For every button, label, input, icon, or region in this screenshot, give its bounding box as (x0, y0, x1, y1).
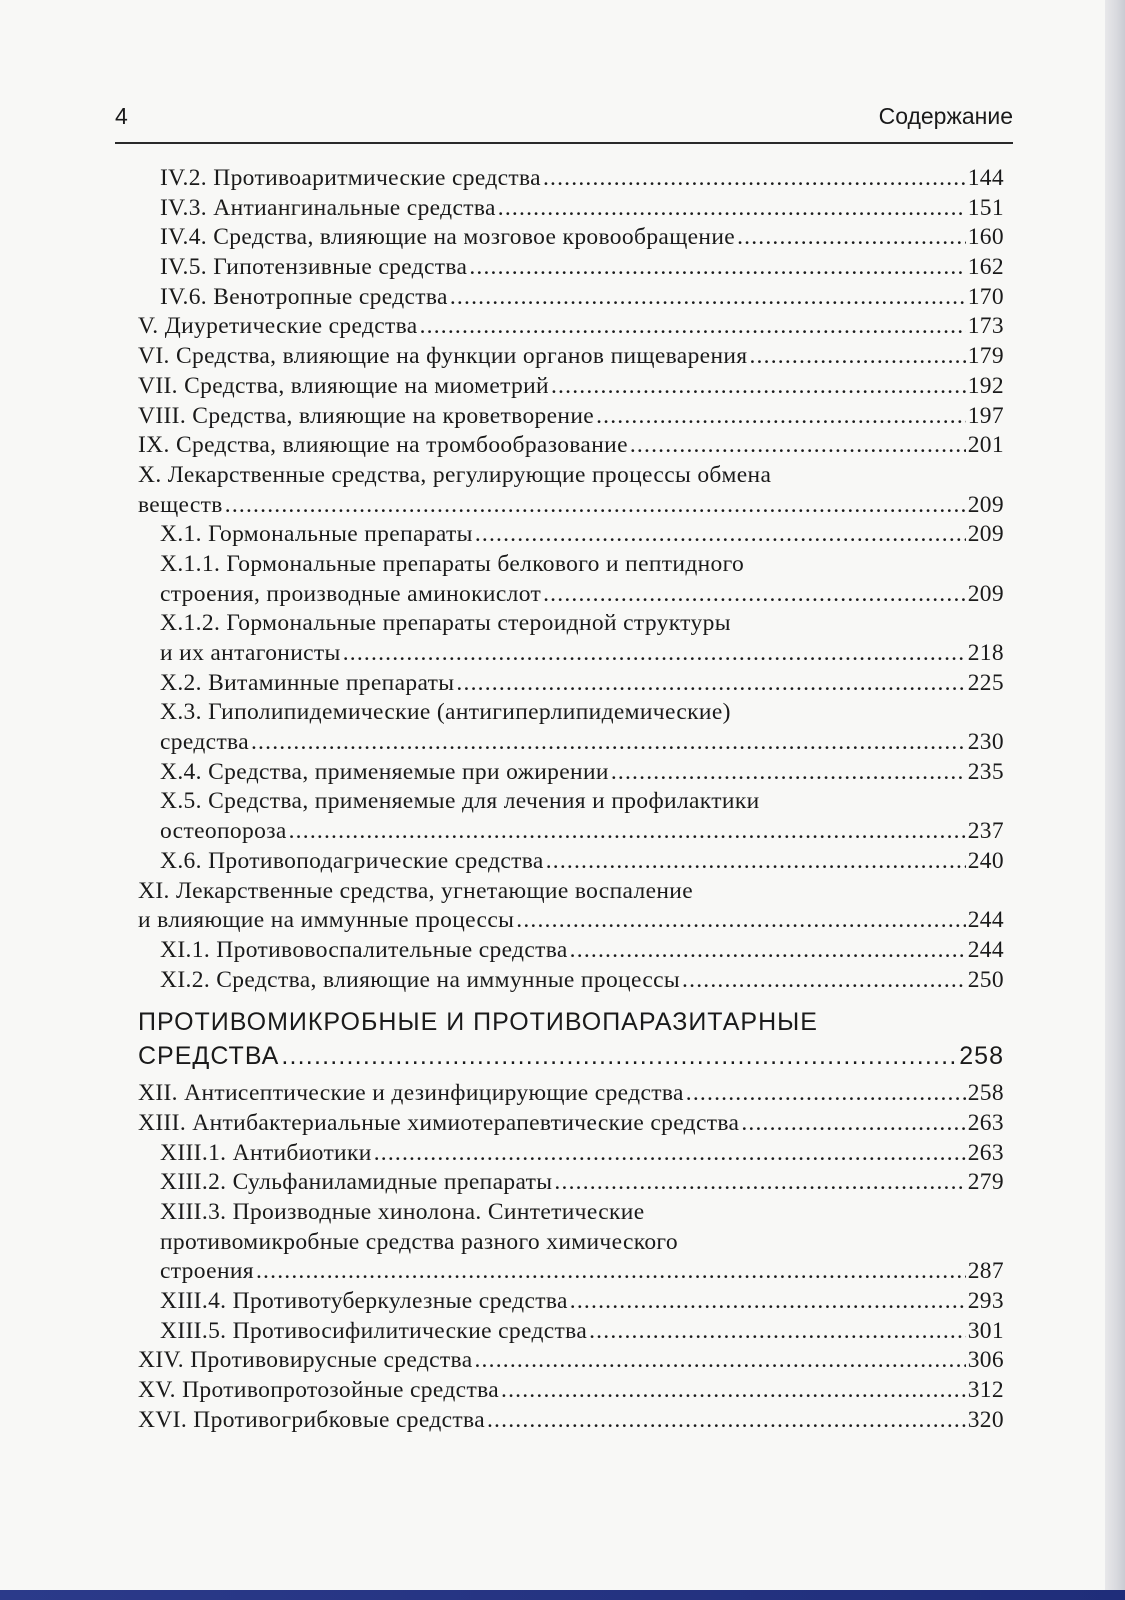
dot-leader (611, 758, 966, 788)
toc-entry (138, 164, 1004, 194)
dot-leader (374, 1139, 966, 1169)
header-rule (115, 142, 1013, 144)
toc-entry-line (138, 461, 1004, 491)
toc-entry-line (138, 194, 1004, 224)
toc-entry-title: XIII.1. Антибиотики (160, 1139, 372, 1166)
dot-leader (420, 312, 966, 342)
dot-leader (256, 1257, 966, 1287)
dot-leader (225, 491, 966, 521)
dot-leader (570, 1287, 966, 1317)
toc-entry (138, 520, 1004, 550)
toc-entry-line (138, 1198, 1004, 1228)
toc-entry-title: строения, производные аминокислот (160, 580, 542, 607)
toc-entry-title: и влияющие на иммунные процессы (138, 907, 515, 934)
toc-entry-line (138, 580, 1004, 610)
toc-entry-line (138, 1317, 1004, 1347)
toc-entry-title: X.5. Средства, применяемые для лечения и профилактики (160, 788, 760, 815)
toc-section-heading (138, 1005, 1004, 1073)
dot-leader (570, 936, 966, 966)
toc-entry (138, 936, 1004, 966)
toc-page-number: 263 (967, 1109, 1004, 1136)
toc-entry-line (138, 936, 1004, 966)
toc-page-number: 160 (967, 224, 1004, 251)
toc-entry (138, 1109, 1004, 1139)
toc-entry-line (138, 669, 1004, 699)
toc-page-number: 218 (967, 640, 1004, 666)
page-number: 4 (115, 103, 128, 129)
toc-entry-title: XIII.5. Противосифилитические средства (160, 1317, 588, 1344)
toc-entry-line (138, 253, 1004, 283)
toc-entry-line (138, 1376, 1004, 1406)
toc-page-number: 173 (967, 313, 1004, 340)
toc-entry-line (138, 520, 1004, 550)
toc-entry-line (138, 1228, 1004, 1258)
toc-entry-title: остеопороза (160, 818, 287, 845)
dot-leader (682, 966, 966, 996)
dot-leader (475, 520, 966, 550)
toc-entry (138, 223, 1004, 253)
toc-entry-title: средства (160, 729, 249, 756)
toc-page-number: 225 (967, 669, 1004, 696)
dot-leader (551, 372, 966, 402)
toc-entry-line (138, 491, 1004, 521)
toc-page-number: 263 (967, 1139, 1004, 1166)
toc-entry-title: XVI. Противогрибковые средства (138, 1406, 485, 1433)
dot-leader (741, 1109, 965, 1139)
toc-entry-line (138, 1287, 1004, 1317)
toc-entry-line (138, 402, 1004, 432)
toc-page-number: 192 (967, 372, 1004, 399)
dot-leader (487, 1406, 966, 1436)
toc-entry-line (138, 609, 1004, 639)
toc-entry-title: VIII. Средства, влияющие на кроветворение (138, 402, 595, 429)
toc-entry (138, 966, 1004, 996)
dot-leader (554, 1168, 965, 1198)
toc-entry-line (138, 906, 1004, 936)
toc-entry (138, 1406, 1004, 1436)
toc-entry-line (138, 431, 1004, 461)
toc-entry-line (138, 1139, 1004, 1169)
toc-entry-line (138, 1346, 1004, 1376)
toc-entry (138, 461, 1004, 520)
toc-entry-title: VII. Средства, влияющие на миометрий (138, 372, 549, 399)
toc-entry-line (138, 372, 1004, 402)
dot-leader (450, 283, 966, 313)
dot-leader (596, 402, 966, 432)
toc-page-number: 258 (967, 1080, 1004, 1107)
dot-leader (516, 906, 965, 936)
dot-leader (456, 669, 965, 699)
toc-entry-line (138, 787, 1004, 817)
toc-entry-title: СРЕДСТВА (138, 1042, 280, 1071)
toc-entry-title: X.2. Витаминные препараты (160, 669, 455, 696)
dot-leader (543, 164, 966, 194)
toc-entry (138, 1079, 1004, 1109)
toc-entry (138, 431, 1004, 461)
toc-entry-line (138, 1168, 1004, 1198)
toc-entry (138, 1317, 1004, 1347)
toc-entry-line (138, 1079, 1004, 1109)
toc-entry-title: X.3. Гиполипидемические (антигиперлипидемические) (160, 699, 731, 726)
toc-entry-line (138, 1257, 1004, 1287)
toc-entry (138, 1287, 1004, 1317)
toc-entry (138, 758, 1004, 788)
dot-leader (589, 1317, 966, 1347)
dot-leader (289, 817, 966, 847)
dot-leader (630, 431, 966, 461)
toc-entry-title: IV.2. Противоаритмические средства (160, 165, 541, 191)
toc-entry-title: строения (160, 1258, 254, 1285)
toc-entry-title: IV.5. Гипотензивные средства (160, 254, 468, 281)
toc-entry-line (138, 877, 1004, 907)
dot-leader (469, 253, 965, 283)
running-title: Содержание (878, 103, 1013, 129)
toc-entry-line (138, 847, 1004, 877)
dot-leader (474, 1346, 965, 1376)
toc-entry-line (138, 1109, 1004, 1139)
toc-page-number: 293 (967, 1288, 1004, 1315)
toc-page-number: 162 (967, 254, 1004, 281)
dot-leader (737, 223, 966, 253)
dot-leader (498, 194, 966, 224)
dot-leader (343, 639, 966, 669)
toc-entry-title: XIV. Противовирусные средства (138, 1347, 473, 1374)
toc-page-number: 244 (967, 907, 1004, 934)
toc-entry-title: ПРОТИВОМИКРОБНЫЕ И ПРОТИВОПАРАЗИТАРНЫЕ (138, 1008, 818, 1037)
toc-entry (138, 877, 1004, 936)
toc-entry-line (138, 312, 1004, 342)
page-edge-shadow (1105, 0, 1125, 1600)
toc-entry (138, 372, 1004, 402)
toc-entry-title: X.1.2. Гормональные препараты стероидной структуры (160, 610, 731, 637)
dot-leader (543, 580, 966, 610)
toc-entry-line (138, 1039, 1004, 1073)
toc-page-number: 250 (967, 966, 1004, 993)
page-header (115, 103, 1013, 137)
toc-entry-title: XIII.4. Противотуберкулезные средства (160, 1288, 568, 1315)
toc-page-number: 240 (967, 847, 1004, 874)
toc-entry-title: IV.4. Средства, влияющие на мозговое кровообращение (160, 224, 736, 251)
toc-entry-title: XIII.3. Производные хинолона. Синтетические (160, 1199, 645, 1225)
toc-entry-title: XI.1. Противовоспалительные средства (160, 936, 568, 963)
toc-entry-title: и их антагонисты (160, 640, 341, 666)
toc-entry (138, 847, 1004, 877)
toc-entry (138, 312, 1004, 342)
toc-entry (138, 342, 1004, 372)
toc-entry-line (138, 1406, 1004, 1436)
dot-leader (749, 342, 965, 372)
toc-entry-title: XI.2. Средства, влияющие на иммунные процессы (160, 966, 681, 993)
toc-entry-title: V. Диуретические средства (138, 313, 418, 340)
toc-page-number: 306 (967, 1347, 1004, 1374)
toc-entry-title: XIII.2. Сульфаниламидные препараты (160, 1169, 553, 1196)
toc-entry-title: IV.3. Антиангинальные средства (160, 194, 496, 221)
toc-entry-line (138, 164, 1004, 194)
toc-entry-line (138, 223, 1004, 253)
toc-page-number: 209 (967, 521, 1004, 548)
toc-entry (138, 1376, 1004, 1406)
table-of-contents (138, 164, 1004, 1436)
toc-entry-line (138, 966, 1004, 996)
toc-page-number: 244 (967, 936, 1004, 963)
toc-entry-title: противомикробные средства разного химического (160, 1228, 678, 1255)
toc-entry-line (138, 550, 1004, 580)
toc-entry-title: XV. Противопротозойные средства (138, 1377, 499, 1404)
toc-page-number: 237 (967, 818, 1004, 845)
toc-entry-title: веществ (138, 491, 223, 518)
toc-entry-title: XII. Антисептические и дезинфицирующие средства (138, 1080, 684, 1107)
toc-entry-title: XI. Лекарственные средства, угнетающие воспаление (138, 877, 693, 904)
toc-entry-title: XIII. Антибактериальные химиотерапевтические средства (138, 1109, 740, 1136)
toc-entry (138, 787, 1004, 846)
dot-leader (501, 1376, 966, 1406)
dot-leader (686, 1079, 966, 1109)
toc-entry-title: X. Лекарственные средства, регулирующие процессы обмена (138, 461, 772, 488)
toc-page-number: 144 (967, 165, 1004, 191)
toc-page-number: 312 (967, 1377, 1004, 1404)
toc-entry (138, 1168, 1004, 1198)
toc-entry (138, 253, 1004, 283)
toc-page-number: 301 (967, 1317, 1004, 1344)
toc-entry (138, 1198, 1004, 1287)
toc-entry-line (138, 639, 1004, 669)
toc-entry-title: IX. Средства, влияющие на тромбообразование (138, 432, 628, 459)
toc-entry-line (138, 698, 1004, 728)
toc-page-number: 151 (967, 194, 1004, 221)
toc-entry-line (138, 1005, 1004, 1039)
toc-entry-line (138, 283, 1004, 313)
dot-leader (281, 1039, 957, 1073)
toc-page-number: 179 (967, 343, 1004, 370)
toc-entry-title: X.1. Гормональные препараты (160, 521, 473, 548)
toc-entry (138, 550, 1004, 609)
toc-entry-title: VI. Средства, влияющие на функции органов пищеварения (138, 343, 748, 370)
toc-page-number: 287 (967, 1258, 1004, 1285)
dot-leader (546, 847, 966, 877)
dot-leader (251, 728, 966, 758)
toc-entry-title: X.6. Противоподагрические средства (160, 847, 544, 874)
toc-page-number: 279 (967, 1169, 1004, 1196)
toc-page-number: 258 (959, 1042, 1004, 1071)
toc-entry (138, 1139, 1004, 1169)
toc-entry (138, 698, 1004, 757)
toc-entry-title: X.1.1. Гормональные препараты белкового и пептидного (160, 550, 745, 577)
toc-entry (138, 609, 1004, 668)
toc-entry-title: X.4. Средства, применяемые при ожирении (160, 758, 609, 785)
toc-entry-line (138, 342, 1004, 372)
toc-entry-title: IV.6. Венотропные средства (160, 283, 448, 310)
toc-entry-line (138, 728, 1004, 758)
toc-entry-line (138, 758, 1004, 788)
toc-entry (138, 194, 1004, 224)
cover-edge (0, 1590, 1125, 1600)
toc-entry (138, 402, 1004, 432)
toc-page-number: 320 (967, 1406, 1004, 1433)
toc-page-number: 170 (967, 283, 1004, 310)
toc-page-number: 201 (967, 432, 1004, 459)
toc-entry (138, 283, 1004, 313)
toc-page-number: 235 (967, 758, 1004, 785)
toc-page-number: 197 (967, 402, 1004, 429)
toc-page-number: 230 (967, 729, 1004, 756)
toc-entry-line (138, 817, 1004, 847)
toc-entry (138, 669, 1004, 699)
toc-entry (138, 1346, 1004, 1376)
toc-page-number: 209 (967, 491, 1004, 518)
toc-page-number: 209 (967, 580, 1004, 607)
